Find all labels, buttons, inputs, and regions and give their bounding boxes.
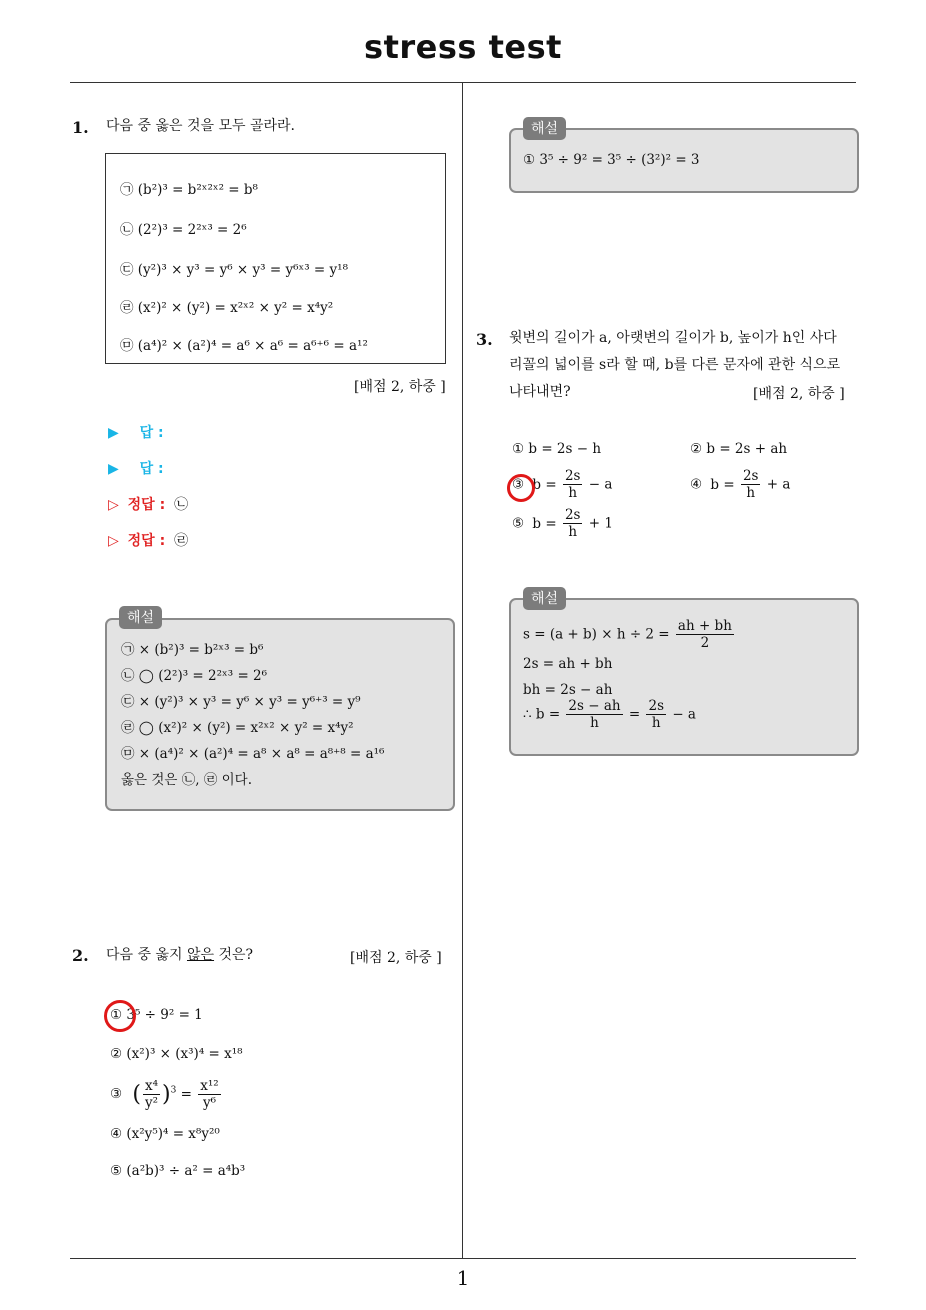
fraction-denominator: h (590, 715, 599, 731)
question-number: 2. (72, 946, 89, 965)
explanation-line: 옳은 것은 ㉡, ㉣ 이다. (121, 772, 252, 788)
question-number: 3. (476, 330, 493, 349)
choice-1[interactable]: ① b = 2s − h (512, 441, 602, 457)
fraction-denominator: h (746, 485, 756, 501)
score-meta: [배점 2, 하중 ] (753, 386, 845, 402)
choice-lhs: b = (532, 515, 557, 532)
explanation-line: ① 3⁵ ÷ 9² = 3⁵ ÷ (3²)² = 3 (523, 152, 700, 168)
prompt-underlined: 않은 (186, 947, 215, 963)
fraction-numerator: 2s (564, 468, 581, 484)
prompt-text: 다음 중 옳지 (106, 947, 187, 963)
equation-lhs: ∴ b = (523, 706, 561, 723)
explanation-line (523, 698, 696, 731)
triangle-outline-icon: ▷ (108, 497, 119, 513)
fraction-denominator: h (568, 485, 578, 501)
score-meta: [배점 2, 하중 ] (354, 379, 446, 395)
explanation-line: ㉠ × (b²)³ = b²ˣ³ = b⁶ (121, 642, 264, 658)
play-icon: ▶ (108, 425, 119, 441)
choice-2[interactable]: ② b = 2s + ah (690, 441, 788, 457)
correct-answer-label: 정답 : (127, 533, 166, 549)
statement-item: ㉠ (b²)³ = b²ˣ²ˣ² = b⁸ (120, 182, 258, 198)
explanation-tag: 해설 (119, 606, 162, 629)
correct-answer-label: 정답 : (127, 497, 166, 513)
choice-4[interactable]: ④ (x²y⁵)⁴ = x⁸y²⁰ (110, 1126, 220, 1142)
choice-5[interactable] (512, 507, 613, 540)
question-prompt: 다음 중 옳은 것을 모두 골라라. (106, 118, 295, 134)
choice-marker: ③ (512, 476, 525, 493)
column-divider (462, 83, 463, 1259)
choice-marker: ③ (110, 1086, 123, 1102)
selected-answer-circle (104, 1000, 136, 1032)
question-prompt-line: 리꼴의 넓이를 s라 할 때, b를 다른 문자에 관한 식으로 (509, 357, 841, 373)
choice-tail: + a (766, 476, 791, 493)
explanation-line: ㉢ × (y²)³ × y³ = y⁶ × y³ = y⁶⁺³ = y⁹ (121, 694, 361, 710)
choice-2[interactable]: ② (x²)³ × (x³)⁴ = x¹⁸ (110, 1046, 243, 1062)
choice-tail: − a (588, 476, 613, 493)
fraction-numerator: ah + bh (677, 618, 732, 634)
page-title: stress test (364, 28, 562, 66)
answer-label: 답 : (139, 425, 164, 441)
explanation-line: bh = 2s − ah (523, 682, 613, 698)
question-prompt (106, 943, 253, 967)
fraction-numerator: 2s (564, 507, 581, 523)
explanation-tag: 해설 (523, 117, 566, 140)
explanation-box (509, 598, 859, 756)
answer-line (108, 458, 164, 478)
fraction-numerator: 2s (742, 468, 759, 484)
correct-answer-line (108, 530, 188, 550)
explanation-line: ㉤ × (a⁴)² × (a²)⁴ = a⁸ × a⁸ = a⁸⁺⁸ = a¹⁶ (121, 746, 385, 762)
statement-box (105, 153, 446, 364)
fraction-denominator: h (568, 524, 578, 540)
equation-tail: − a (672, 706, 696, 723)
explanation-line: ㉡ ◯ (2²)³ = 2²ˣ³ = 2⁶ (121, 668, 268, 684)
statement-item: ㉣ (x²)² × (y²) = x²ˣ² × y² = x⁴y² (120, 300, 334, 316)
fraction-denominator: y⁶ (202, 1095, 217, 1111)
fraction-denominator: h (651, 715, 661, 731)
statement-item: ㉢ (y²)³ × y³ = y⁶ × y³ = y⁶ˣ³ = y¹⁸ (120, 262, 348, 278)
score-meta: [배점 2, 하중 ] (350, 950, 442, 966)
explanation-line (523, 618, 736, 651)
fraction-numerator: 2s (648, 698, 665, 714)
statement-item: ㉡ (2²)³ = 2²ˣ³ = 2⁶ (120, 222, 247, 238)
correct-answer-value: ㉣ (174, 533, 189, 549)
choice-tail: + 1 (588, 515, 613, 532)
equals-sign: = (628, 706, 641, 723)
fraction-numerator: 2s − ah (568, 698, 621, 714)
footer-rule (70, 1258, 856, 1259)
statement-item: ㉤ (a⁴)² × (a²)⁴ = a⁶ × a⁶ = a⁶⁺⁶ = a¹² (120, 338, 368, 354)
fraction-numerator: x⁴ (143, 1078, 160, 1095)
correct-answer-value: ㉡ (174, 497, 189, 513)
question-prompt-line: 윗변의 길이가 a, 아랫변의 길이가 b, 높이가 h인 사다 (509, 330, 837, 346)
choice-5[interactable]: ⑤ (a²b)³ ÷ a² = a⁴b³ (110, 1163, 246, 1179)
choice-marker: ④ (690, 476, 703, 493)
answer-line (108, 422, 164, 442)
answer-label: 답 : (139, 461, 164, 477)
header-rule (70, 82, 856, 83)
choice-lhs: b = (710, 476, 735, 493)
selected-answer-circle (507, 474, 535, 502)
play-icon: ▶ (108, 461, 119, 477)
fraction-denominator: 2 (700, 635, 710, 651)
choice-4[interactable] (690, 468, 790, 501)
choice-lhs: b = (532, 476, 557, 493)
choice-marker: ⑤ (512, 515, 525, 532)
fraction-denominator: y² (145, 1095, 159, 1111)
equation-lhs: s = (a + b) × h ÷ 2 = (523, 626, 670, 643)
explanation-box (105, 618, 455, 811)
explanation-tag: 해설 (523, 587, 566, 610)
explanation-line: ㉣ ◯ (x²)² × (y²) = x²ˣ² × y² = x⁴y² (121, 720, 354, 736)
explanation-line: 2s = ah + bh (523, 656, 613, 672)
prompt-text: 것은? (214, 947, 254, 963)
choice-3[interactable]: ③ ( $\frac{\text{x⁴}}{\text{y²}}$ )$^3$ = $\frac{\text{x¹²}}{\text{y⁶}}$ (110, 1078, 219, 1111)
choice-1[interactable]: ① 3⁵ ÷ 9² = 1 (110, 1007, 203, 1023)
exponent: 3 (170, 1085, 177, 1096)
correct-answer-line (108, 494, 188, 514)
question-prompt-line: 나타내면? (509, 384, 571, 400)
triangle-outline-icon: ▷ (108, 533, 119, 549)
question-number: 1. (72, 118, 89, 137)
page-number: 1 (456, 1266, 470, 1290)
fraction-numerator: x¹² (200, 1078, 219, 1094)
